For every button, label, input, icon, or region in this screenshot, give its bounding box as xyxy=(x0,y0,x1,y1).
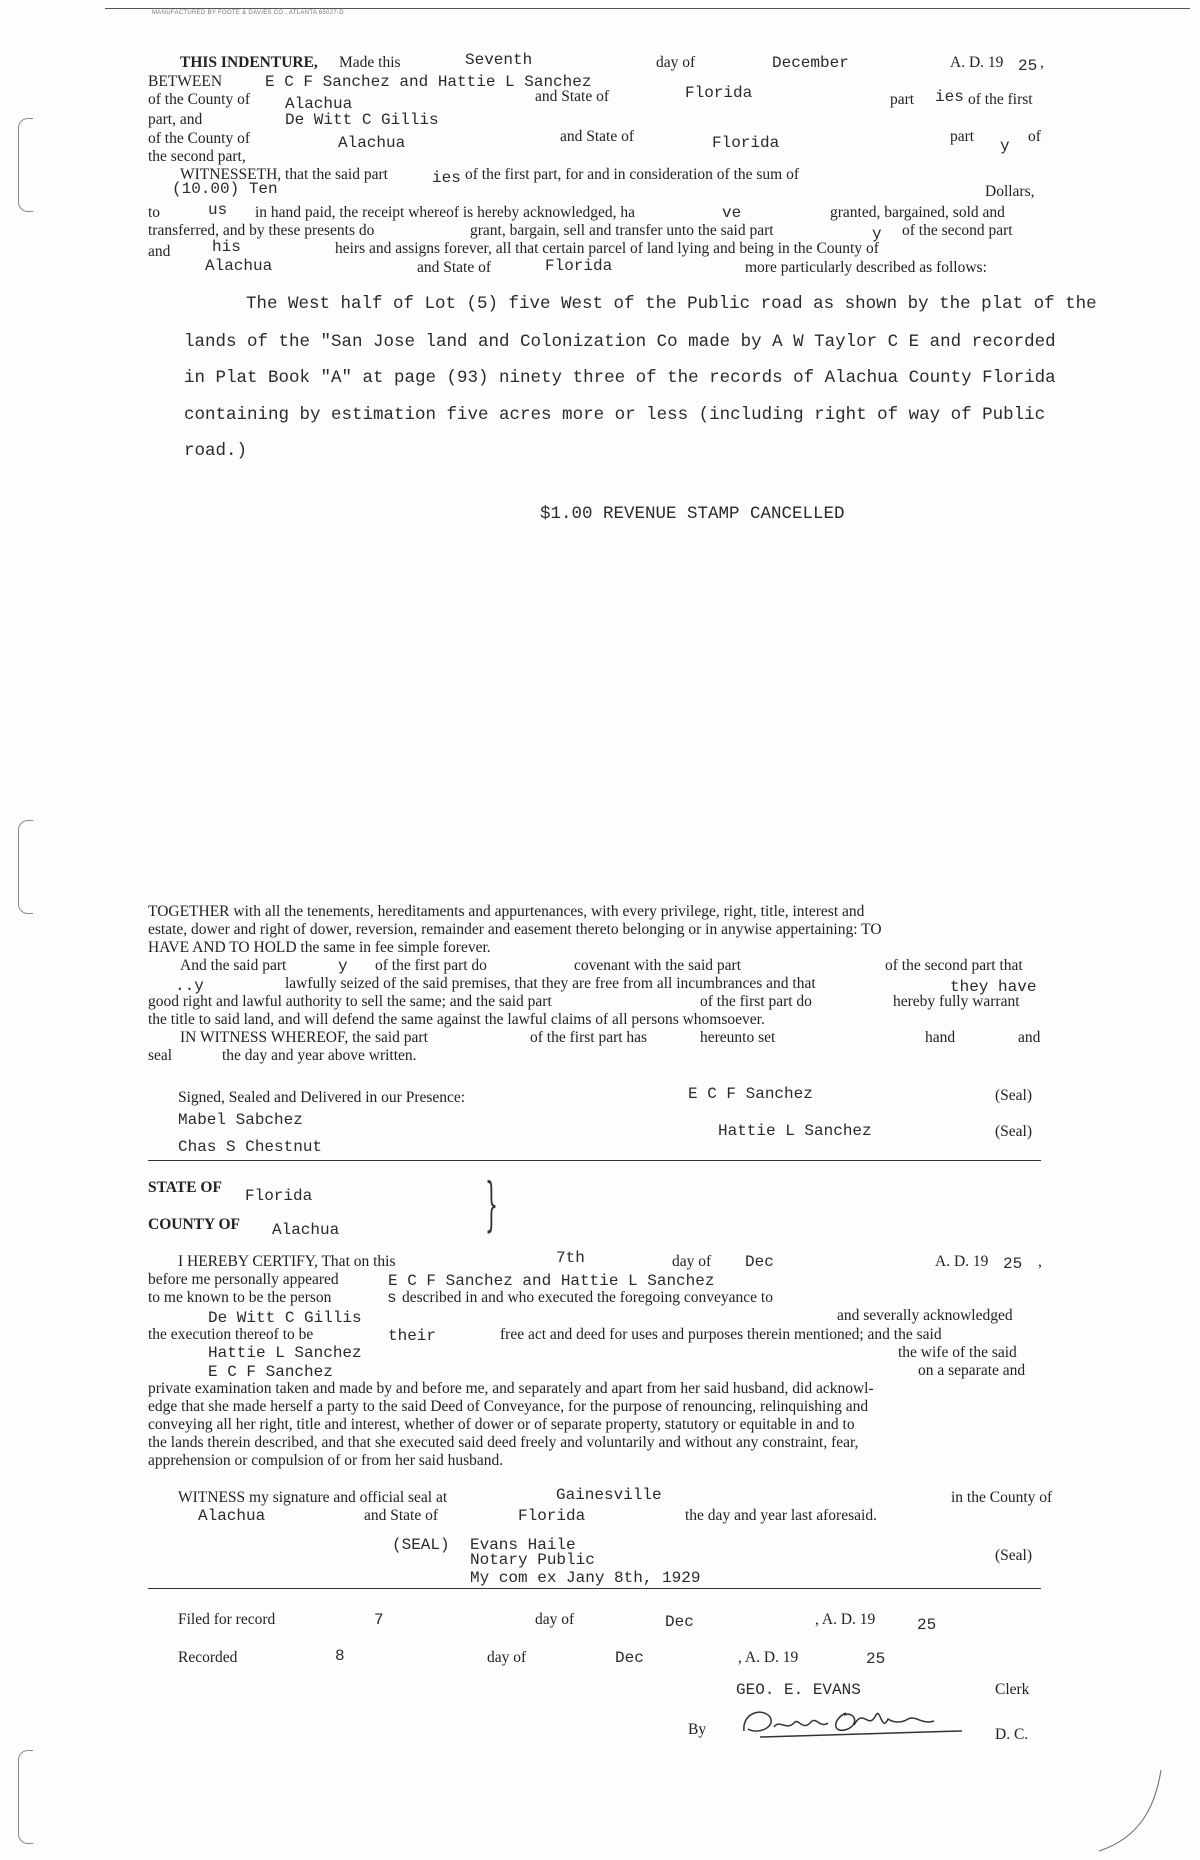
part-label-1: part xyxy=(890,91,915,108)
made-this-label: Made this xyxy=(339,54,401,71)
witnesseth-text-6: grant, bargain, sell and transfer unto the said part xyxy=(470,222,774,239)
covenant-line-b: of the first part do xyxy=(375,957,487,974)
part-and-label: part, and xyxy=(148,111,203,128)
dollars-label: Dollars, xyxy=(985,183,1035,200)
appeared-label: before me personally appeared xyxy=(148,1271,339,1288)
ack-year: 25 xyxy=(1003,1255,1023,1273)
notary-place: Gainesville xyxy=(556,1486,662,1504)
notary-county: Alachua xyxy=(198,1507,266,1525)
have-suffix: ve xyxy=(722,204,742,222)
covenant-line-c: covenant with the said part xyxy=(574,957,742,974)
seal-line-b: the day and year above written. xyxy=(222,1047,417,1064)
known-label-b: described in and who executed the foregoing conveyance to xyxy=(402,1289,773,1306)
execution-label-a: the execution thereof to be xyxy=(148,1326,314,1343)
covenant-line-a: And the said part xyxy=(180,957,287,974)
corner-pencil-mark xyxy=(1095,1768,1165,1853)
of-first-label: of the first xyxy=(968,91,1033,108)
in-witness-d: hand xyxy=(925,1029,956,1046)
husband-name: E C F Sanchez xyxy=(208,1363,333,1381)
recorded-ad-label: , A. D. 19 xyxy=(738,1649,799,1666)
seal-label-1: (Seal) xyxy=(995,1087,1033,1104)
together-line-3: HAVE AND TO HOLD the same in fee simple forever. xyxy=(148,939,491,956)
witnesseth-text-5: transferred, and by these presents do xyxy=(148,222,375,239)
legal-description-line: The West half of Lot (5) five West of the Public road as shown by the plat of the xyxy=(246,294,1097,314)
authority-line-c: hereby fully warrant xyxy=(893,993,1020,1010)
seized-line: lawfully seized of the said premises, that they are free from all incumbrances and that xyxy=(285,975,816,992)
witness-signature-label: WITNESS my signature and official seal at xyxy=(178,1489,448,1506)
his-label: his xyxy=(212,238,241,256)
separate-label: on a separate and xyxy=(918,1362,1026,1379)
ack-comma: , xyxy=(1038,1253,1042,1270)
part-suffix-2: y xyxy=(1000,137,1010,155)
ack-day: 7th xyxy=(556,1249,585,1267)
second-party-county: Alachua xyxy=(338,134,406,152)
witnesseth-text-9: more particularly described as follows: xyxy=(745,259,987,276)
ack-month: Dec xyxy=(745,1253,774,1271)
land-state-label: and State of xyxy=(417,259,492,276)
deed-month: December xyxy=(772,54,849,72)
state-label-2: and State of xyxy=(560,128,635,145)
witnesseth-text-3: in hand paid, the receipt whereof is hereby acknowledged, ha xyxy=(255,204,636,221)
witness-2: Chas S Chestnut xyxy=(178,1138,323,1156)
deputy-signature-scribble xyxy=(736,1701,966,1746)
second-party-state: Florida xyxy=(712,134,780,152)
state-label-1: and State of xyxy=(535,88,610,105)
legal-description-line: road.) xyxy=(184,441,248,461)
state-of-label: STATE OF xyxy=(148,1179,222,1196)
ack-grantee: De Witt C Gillis xyxy=(208,1309,362,1327)
in-witness-c: hereunto set xyxy=(700,1029,776,1046)
binding-bracket-3 xyxy=(18,1750,33,1844)
acknowledgment-rule xyxy=(148,1588,1041,1589)
paid-to: us xyxy=(208,201,228,219)
witnesseth-text-8: heirs and assigns forever, all that certain parcel of land lying and being in the County of xyxy=(335,240,879,257)
signature-rule xyxy=(148,1160,1041,1161)
witnesseth-text-4: granted, bargained, sold and xyxy=(830,204,1005,221)
clerk-label: Clerk xyxy=(995,1681,1030,1698)
appeared-names: E C F Sanchez and Hattie L Sanchez xyxy=(388,1272,715,1290)
wife-of-label: the wife of the said xyxy=(898,1344,1017,1361)
seal-line-a: seal xyxy=(148,1047,173,1064)
execution-label-b: free act and deed for uses and purposes therein mentioned; and the said xyxy=(500,1326,942,1343)
in-witness-b: of the first part has xyxy=(530,1029,648,1046)
known-suffix: s xyxy=(387,1289,397,1307)
in-witness-a: IN WITNESS WHEREOF, the said part xyxy=(180,1029,428,1046)
first-party-state: Florida xyxy=(685,84,753,102)
county-label-2: of the County of xyxy=(148,130,251,147)
witnesseth-text-1: WITNESSETH, that the said part xyxy=(180,166,388,183)
warranty-line: the title to said land, and will defend the same against the lawful claims of all persons whomsoever. xyxy=(148,1011,765,1028)
manufacturer-imprint: MANUFACTURED BY FOOTE & DAVIES CO., ATLANTA 65027-D xyxy=(152,10,344,16)
recorded-year: 25 xyxy=(866,1650,886,1668)
last-aforesaid-label: the day and year last aforesaid. xyxy=(685,1507,877,1524)
binding-bracket-1 xyxy=(18,118,33,212)
filed-day: 7 xyxy=(374,1611,384,1629)
recorded-day-of: day of xyxy=(487,1649,527,1666)
indenture-label: THIS INDENTURE, xyxy=(180,54,318,71)
part-label-2: part xyxy=(950,128,975,145)
ack-paragraph-line: the lands therein described, and that she executed said deed freely and voluntarily and without any constraint, fear, xyxy=(148,1434,859,1451)
legal-description-line: containing by estimation five acres more or less (including right of way of Public xyxy=(184,405,1046,425)
severally-label: and severally acknowledged xyxy=(837,1307,1013,1324)
filed-ad-label: , A. D. 19 xyxy=(815,1611,876,1628)
wife-name: Hattie L Sanchez xyxy=(208,1344,362,1362)
notary-commission: My com ex Jany 8th, 1929 xyxy=(470,1569,701,1587)
filed-month: Dec xyxy=(665,1613,694,1631)
ack-state: Florida xyxy=(245,1187,313,1205)
ack-ad-label: A. D. 19 xyxy=(935,1253,989,1270)
ad-label: A. D. 19 xyxy=(950,54,1004,71)
notary-seal-label: (Seal) xyxy=(995,1547,1033,1564)
they-have: they have xyxy=(950,978,1037,996)
notary-seal-text: (SEAL) xyxy=(392,1536,450,1554)
in-witness-e: and xyxy=(1018,1029,1041,1046)
ack-paragraph-line: edge that she made herself a party to the said Deed of Conveyance, for the purpose of renouncing, relinquishing and xyxy=(148,1398,869,1415)
revenue-stamp-note: $1.00 REVENUE STAMP CANCELLED xyxy=(540,504,845,524)
presence-label: Signed, Sealed and Delivered in our Presence: xyxy=(178,1089,466,1106)
dc-label: D. C. xyxy=(995,1726,1029,1743)
legal-description-line: lands of the "San Jose land and Colonization Co made by A W Taylor C E and recorded xyxy=(184,332,1056,352)
notary-name: Evans Haile xyxy=(470,1536,576,1554)
together-line-2: estate, dower and right of dower, reversion, remainder and easement thereto belonging or in anywise appertaining: TO xyxy=(148,921,882,938)
witnesseth-part-suffix: ies xyxy=(432,169,461,187)
part-suffix-1: ies xyxy=(935,88,964,106)
authority-line-a: good right and lawful authority to sell the same; and the said part xyxy=(148,993,552,1010)
filed-label: Filed for record xyxy=(178,1611,276,1628)
ack-county: Alachua xyxy=(272,1221,340,1239)
first-party-county: Alachua xyxy=(285,95,353,113)
signer-2: Hattie L Sanchez xyxy=(718,1122,872,1140)
and-label: and xyxy=(148,243,171,260)
together-line-1: TOGETHER with all the tenements, hereditaments and appurtenances, with every privilege, right, title, interest and xyxy=(148,903,865,920)
notary-title: Notary Public xyxy=(470,1551,595,1569)
ack-day-of: day of xyxy=(672,1253,712,1270)
grantee-suffix: y xyxy=(872,225,882,243)
land-state: Florida xyxy=(545,257,613,275)
brace-glyph: } xyxy=(485,1170,498,1238)
in-county-label: in the County of xyxy=(951,1489,1053,1506)
seized-suffix: ..y xyxy=(175,977,204,995)
covenant-line-d: of the second part that xyxy=(885,957,1023,974)
recorded-month: Dec xyxy=(615,1649,644,1667)
header-comma: , xyxy=(1040,54,1044,71)
filed-day-of: day of xyxy=(535,1611,575,1628)
their-label: their xyxy=(388,1327,437,1345)
day-of-label: day of xyxy=(656,54,696,71)
deputy-signature xyxy=(736,1701,966,1746)
binding-bracket-2 xyxy=(18,820,33,914)
county-of-label: COUNTY OF xyxy=(148,1216,240,1233)
witnesseth-text-7: of the second part xyxy=(902,222,1013,239)
land-county: Alachua xyxy=(205,257,273,275)
seal-label-2: (Seal) xyxy=(995,1123,1033,1140)
filed-year: 25 xyxy=(917,1616,937,1634)
ack-paragraph-line: apprehension or compulsion of or from her said husband. xyxy=(148,1452,504,1469)
certify-label: I HEREBY CERTIFY, That on this xyxy=(178,1253,396,1270)
second-part-label: the second part, xyxy=(148,148,246,165)
recorded-day: 8 xyxy=(335,1647,345,1665)
notary-state: Florida xyxy=(518,1507,586,1525)
county-label-1: of the County of xyxy=(148,91,251,108)
second-party-name: De Witt C Gillis xyxy=(285,111,439,129)
ack-paragraph-line: conveying all her right, title and interest, whether of dower or of separate property, statutory or equitable in and to xyxy=(148,1416,855,1433)
deed-day: Seventh xyxy=(465,51,533,69)
deed-year: 25 xyxy=(1018,57,1038,75)
recorded-label: Recorded xyxy=(178,1649,238,1666)
authority-line-b: of the first part do xyxy=(700,993,812,1010)
of-label: of xyxy=(1028,128,1041,145)
first-party-names: E C F Sanchez and Hattie L Sanchez xyxy=(265,73,592,91)
notary-state-label: and State of xyxy=(364,1507,439,1524)
signer-1: E C F Sanchez xyxy=(688,1085,813,1103)
ack-paragraph-line: private examination taken and made by and before me, and separately and apart from her said husband, did acknowl- xyxy=(148,1380,874,1397)
by-label: By xyxy=(688,1721,707,1738)
witness-1: Mabel Sabchez xyxy=(178,1111,303,1129)
between-label: BETWEEN xyxy=(148,73,223,90)
consideration-sum: (10.00) Ten xyxy=(172,180,278,198)
covenant-suffix: y xyxy=(338,957,348,975)
to-label: to xyxy=(148,204,161,221)
witnesseth-text-2: of the first part, for and in consideration of the sum of xyxy=(465,166,800,183)
legal-description-line: in Plat Book "A" at page (93) ninety three of the records of Alachua County Florida xyxy=(184,368,1056,388)
known-label-a: to me known to be the person xyxy=(148,1289,332,1306)
clerk-name: GEO. E. EVANS xyxy=(736,1681,861,1699)
